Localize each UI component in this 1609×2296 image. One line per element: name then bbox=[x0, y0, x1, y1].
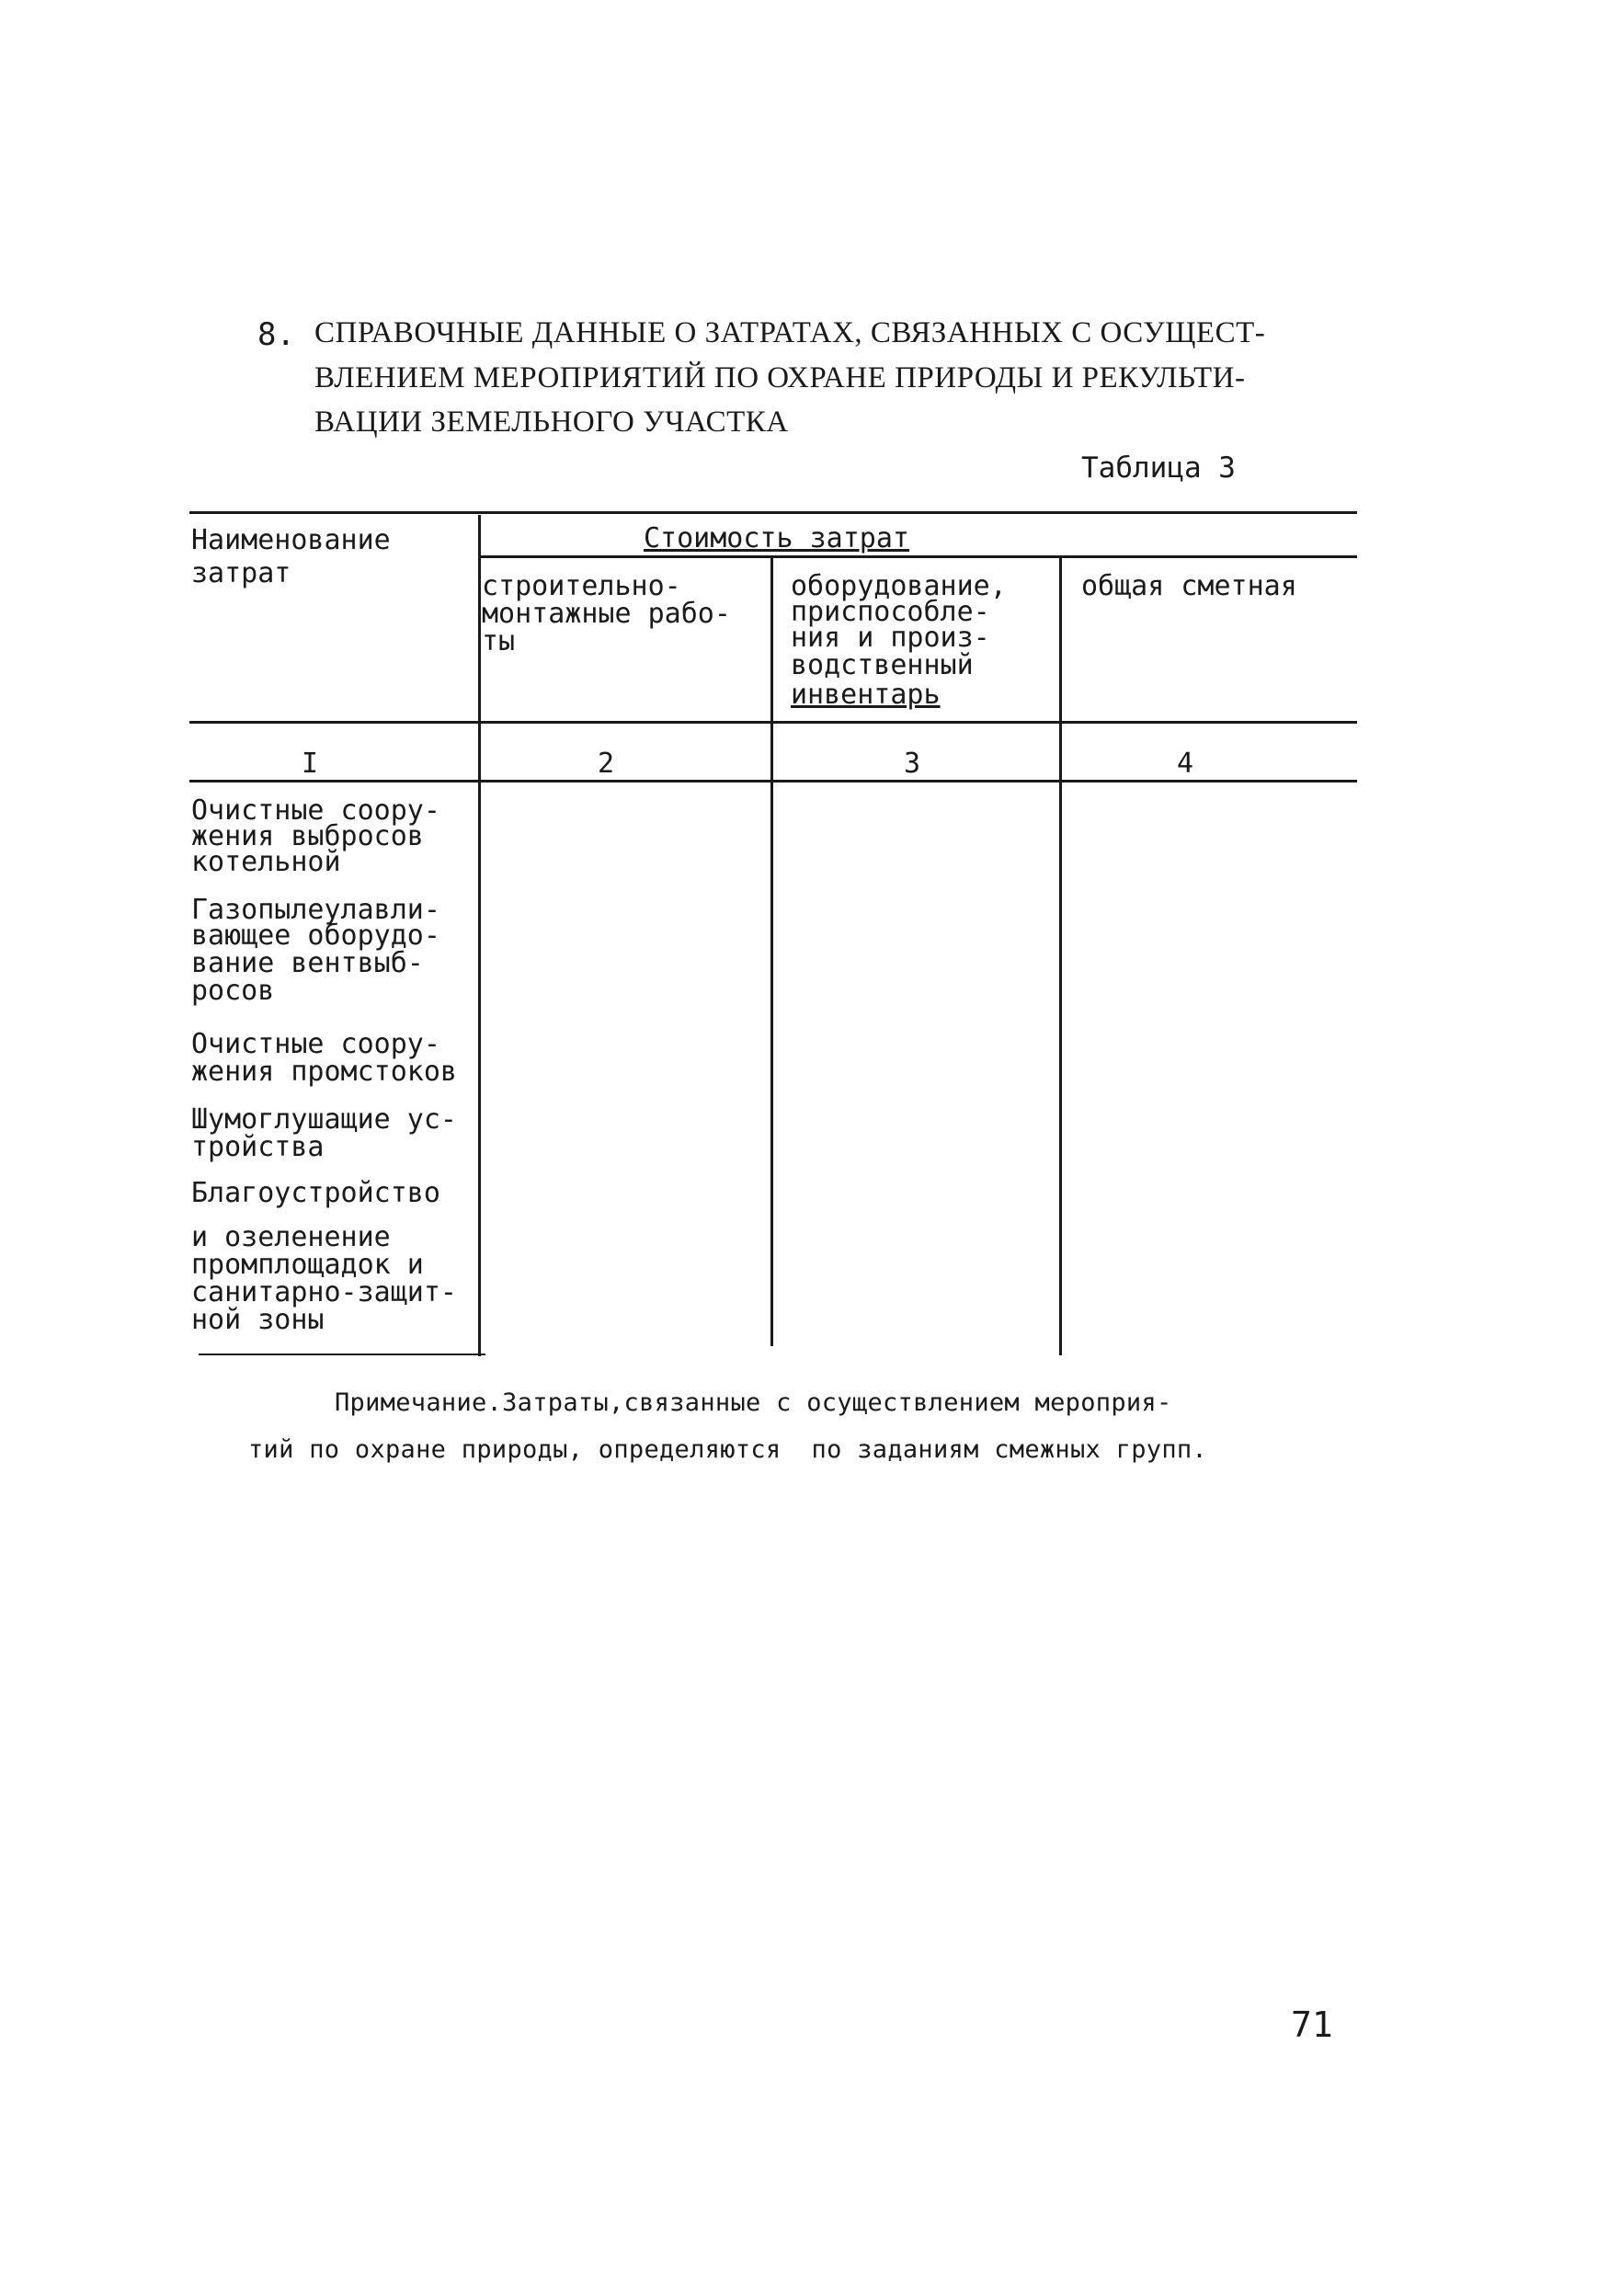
header-col2-line-2: монтажные рабо- bbox=[482, 598, 731, 630]
header-col3-line-3: ния и произ- bbox=[791, 622, 990, 654]
row-label-line: санитарно-защит- bbox=[191, 1276, 457, 1308]
section-title-line-2: ВЛЕНИЕМ МЕРОПРИЯТИЙ ПО ОХРАНЕ ПРИРОДЫ И РЕКУЛЬТИ- bbox=[314, 361, 1246, 394]
row-label-line: жения промстоков bbox=[191, 1056, 457, 1088]
header-col2-line-3: ты bbox=[482, 625, 516, 657]
header-col2-line-1: строительно- bbox=[482, 570, 681, 602]
note-line-2: тий по охране природы, определяются по заданиям смежных групп. bbox=[248, 1435, 1207, 1464]
page-number: 71 bbox=[1291, 2005, 1333, 2045]
column-divider-2 bbox=[770, 555, 773, 1346]
row-label-line: росов bbox=[191, 975, 275, 1007]
row-label-line: Шумоглушащие ус- bbox=[191, 1103, 457, 1136]
header-name-line-2: затрат bbox=[191, 557, 291, 589]
header-bottom-rule bbox=[189, 721, 1357, 724]
header-col3-line-2: приспособле- bbox=[791, 596, 990, 628]
header-col4-line-1: общая сметная bbox=[1081, 570, 1297, 602]
column-number-4: 4 bbox=[1176, 748, 1194, 780]
row-label-line: вающее оборудо- bbox=[191, 920, 440, 952]
column-divider-3 bbox=[1059, 555, 1062, 1355]
header-col3-line-5: инвентарь bbox=[791, 679, 941, 711]
row-label-line: Очистные соору- bbox=[191, 1028, 440, 1060]
note-line-1: Примечание.Затраты,связанные с осуществлением мероприя- bbox=[335, 1388, 1172, 1417]
header-name-line-1: Наименование bbox=[191, 524, 391, 556]
row-label-line: жения выбросов bbox=[191, 820, 424, 852]
row-label-line: Очистные соору- bbox=[191, 794, 440, 827]
section-title-line-3: ВАЦИИ ЗЕМЕЛЬНОГО УЧАСТКА bbox=[314, 406, 789, 439]
section-number: 8. bbox=[257, 316, 295, 353]
row-label-line: Газопылеулавли- bbox=[191, 894, 440, 926]
column-number-1: I bbox=[301, 748, 319, 780]
row-label-line: тройства bbox=[191, 1131, 325, 1163]
header-col3-line-4: водственный bbox=[791, 649, 974, 681]
row-label-line: ной зоны bbox=[191, 1304, 325, 1336]
column-number-3: 3 bbox=[903, 748, 921, 780]
column-numbers-rule bbox=[189, 780, 1357, 782]
header-group-title: Стоимость затрат bbox=[644, 522, 909, 554]
row-label-line: промплощадок и bbox=[191, 1249, 424, 1281]
section-title-line-1: СПРАВОЧНЫЕ ДАННЫЕ О ЗАТРАТАХ, СВЯЗАННЫХ С ОСУЩЕСТ- bbox=[314, 316, 1266, 349]
table-top-rule bbox=[189, 511, 1357, 514]
row-label-line: вание вентвыб- bbox=[191, 947, 424, 979]
row-label-line: и озеленение bbox=[191, 1221, 391, 1253]
table-caption: Таблица 3 bbox=[1081, 451, 1236, 485]
row-label-line: котельной bbox=[191, 846, 341, 878]
column-number-2: 2 bbox=[597, 748, 615, 780]
table-bottom-rule bbox=[199, 1354, 485, 1355]
row-label-line: Благоустройство bbox=[191, 1177, 440, 1209]
column-divider-1 bbox=[478, 515, 481, 1356]
header-col3-line-1: оборудование, bbox=[791, 570, 1007, 602]
group-header-rule bbox=[478, 555, 1357, 558]
